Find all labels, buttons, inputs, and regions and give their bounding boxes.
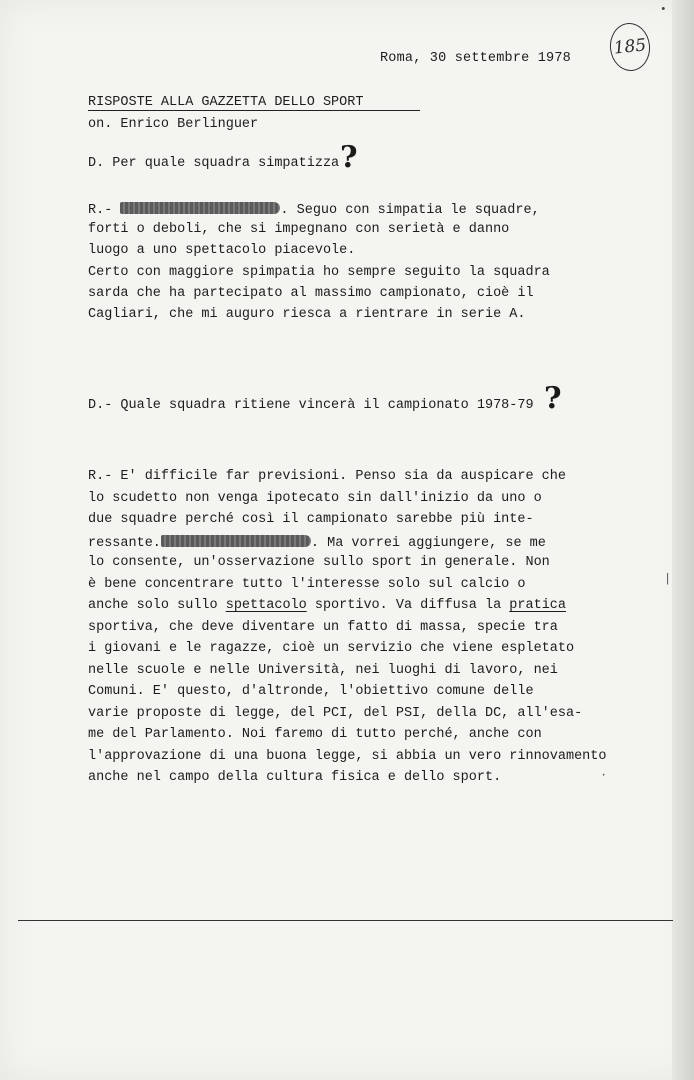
answer-2-line-2: lo scudetto non venga ipotecato sin dall'inizio da uno o: [88, 491, 542, 506]
margin-dot: ·: [600, 768, 608, 782]
underlined-word: spettacolo: [225, 598, 307, 613]
answer-2-line-9: i giovani e le ragazze, cioè un servizio che viene espletato: [88, 641, 575, 656]
answer-2-line-13: me del Parlamento. Noi faremo di tutto perché, anche con: [88, 727, 542, 742]
page-bottom-rule: [18, 920, 673, 921]
answer-2-line-14: l'approvazione di una buona legge, si abbia un vero rinnovamento: [88, 749, 607, 764]
redaction: [120, 202, 280, 214]
question-2: D.- Quale squadra ritiene vincerà il campionato 1978-79: [88, 398, 534, 413]
document-author: on. Enrico Berlinguer: [88, 117, 259, 132]
handwritten-question-mark: ?: [340, 140, 358, 175]
page-edge: [672, 0, 694, 1080]
corner-mark: •: [660, 4, 667, 16]
underlined-word: pratica: [509, 598, 567, 613]
answer-2-line-11: Comuni. E' questo, d'altronde, l'obiettivo comune delle: [88, 684, 534, 699]
answer-2-line-3: due squadre perché così il campionato sarebbe più inte-: [88, 512, 534, 527]
redaction: [161, 535, 311, 547]
answer-2-line-15: anche nel campo della cultura fisica e dello sport.: [88, 770, 502, 785]
document-title: RISPOSTE ALLA GAZZETTA DELLO SPORT: [88, 95, 364, 110]
answer-2-line-8: sportiva, che deve diventare un fatto di massa, specie tra: [88, 620, 558, 635]
answer-1-line-4: Certo con maggiore spimpatia ho sempre seguito la squadra: [88, 265, 550, 280]
answer-2-line-1: R.- E' difficile far previsioni. Penso sia da auspicare che: [88, 469, 566, 484]
answer-1-line-3: luogo a uno spettacolo piacevole.: [88, 243, 356, 258]
answer-1-line-5: sarda che ha partecipato al massimo campionato, cioè il: [88, 286, 534, 301]
question-1: D. Per quale squadra simpatizza: [88, 156, 340, 171]
folio-number: 185: [608, 21, 653, 73]
margin-tick: |: [664, 572, 672, 586]
answer-2-line-10: nelle scuole e nelle Università, nei luoghi di lavoro, nei: [88, 663, 558, 678]
handwritten-question-mark: ?: [544, 381, 562, 416]
answer-2-line-12: varie proposte di legge, del PCI, del PSI, della DC, all'esa-: [88, 706, 583, 721]
title-underline: [88, 110, 420, 111]
answer-1-line-6: Cagliari, che mi auguro riesca a rientrare in serie A.: [88, 307, 526, 322]
answer-2-line-4: ressante. . Ma vorrei aggiungere, se me: [88, 536, 546, 551]
answer-1-line-1: R.- . Seguo con simpatia le squadre,: [88, 203, 540, 218]
document-date: Roma, 30 settembre 1978: [380, 51, 571, 66]
answer-2-line-6: è bene concentrare tutto l'interesse solo sul calcio o: [88, 577, 526, 592]
answer-2-line-5: lo consente, un'osservazione sullo sport in generale. Non: [88, 555, 550, 570]
answer-1-line-2: forti o deboli, che si impegnano con serietà e danno: [88, 222, 510, 237]
answer-2-line-7: anche solo sullo spettacolo sportivo. Va diffusa la pratica: [88, 598, 567, 613]
